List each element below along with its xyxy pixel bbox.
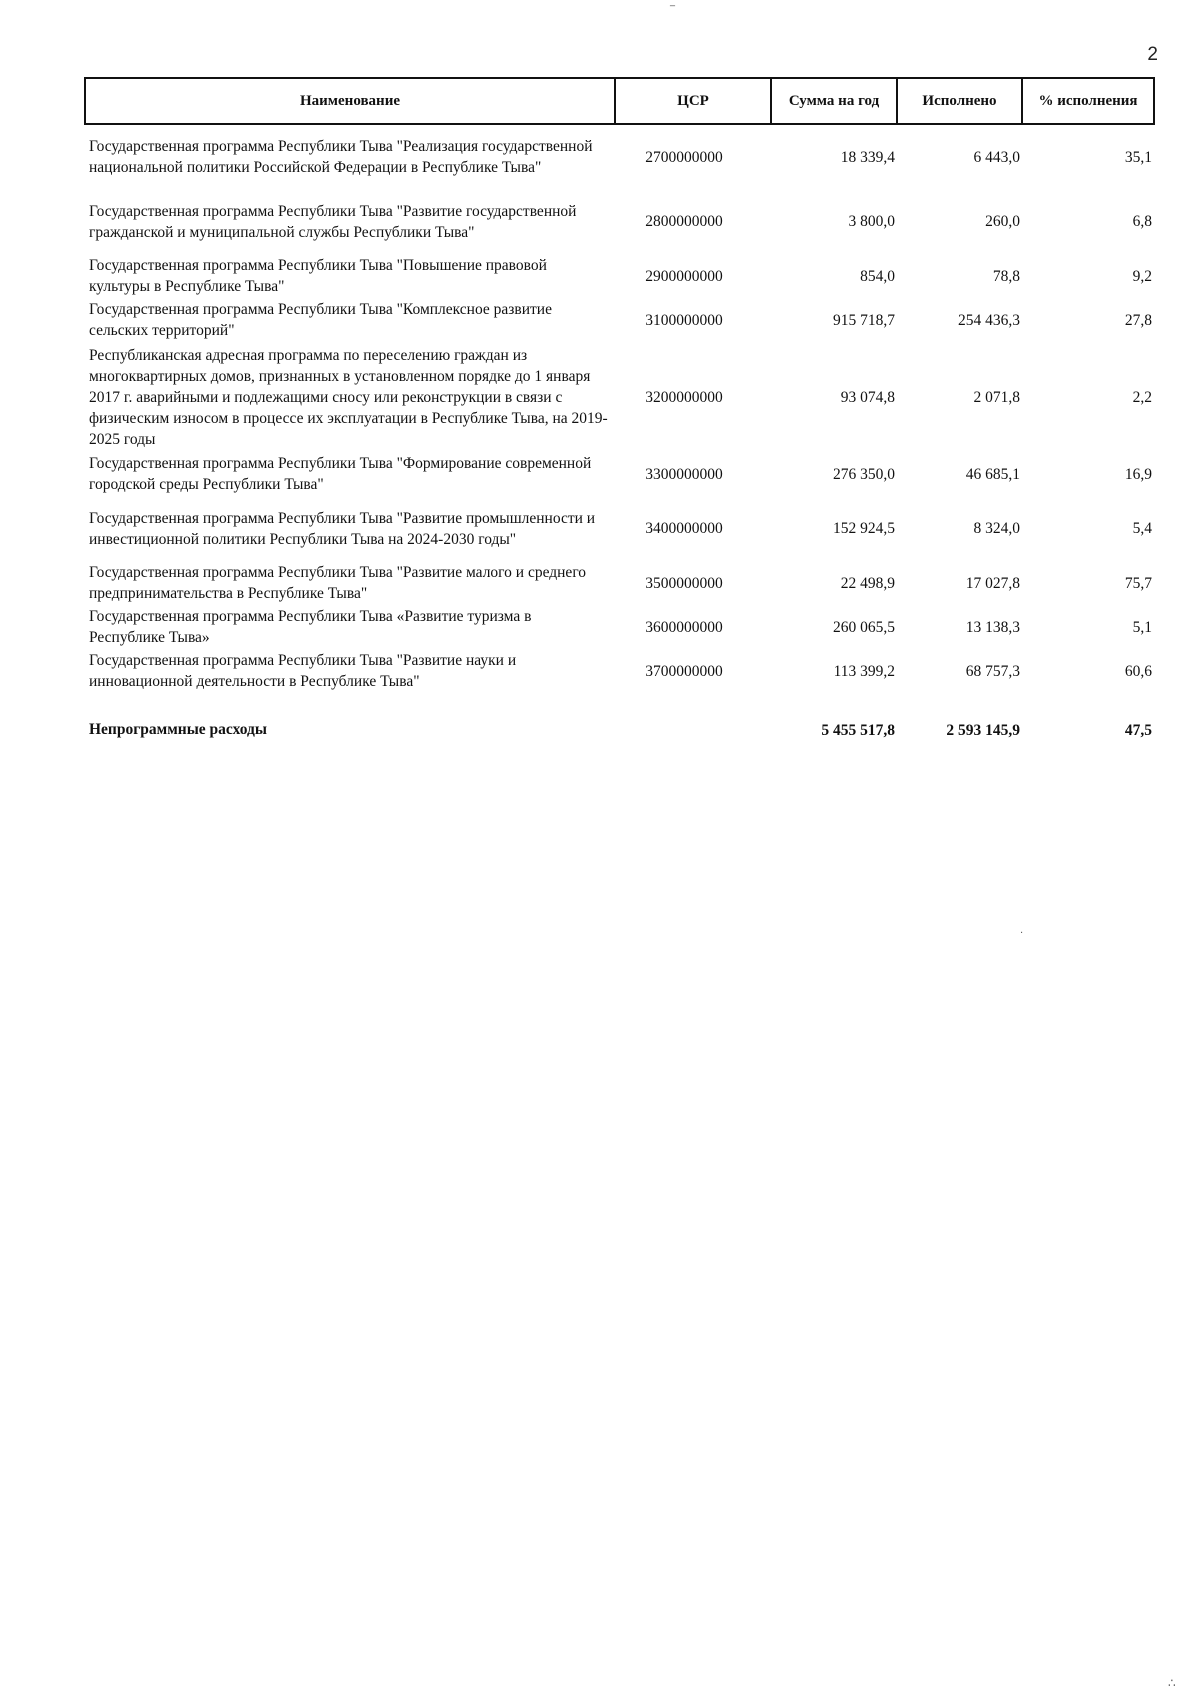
row-pct: 2,2	[1132, 388, 1152, 406]
total-done: 2 593 145,9	[946, 721, 1020, 739]
table-row	[85, 189, 1154, 254]
row-done: 17 027,8	[965, 574, 1020, 592]
row-done: 68 757,3	[965, 662, 1020, 680]
row-csr: 2900000000	[645, 267, 723, 285]
row-csr: 2700000000	[645, 148, 723, 166]
row-name: Государственная программа Республики Тыва «Развитие туризма в Республике Тыва»	[89, 608, 532, 646]
scan-speck-right: ·	[1020, 928, 1024, 939]
row-name: Государственная программа Республики Тыва "Развитие малого и среднего предпринимательства в Республике Тыва"	[89, 564, 587, 602]
row-done: 13 138,3	[965, 618, 1020, 636]
row-csr: 3600000000	[645, 618, 723, 636]
total-csr	[615, 693, 771, 745]
row-pct: 9,2	[1132, 267, 1152, 285]
row-csr: 3100000000	[645, 311, 723, 329]
row-sum: 854,0	[860, 267, 895, 285]
header-pct: % исполнения	[1022, 78, 1154, 124]
row-pct: 75,7	[1124, 574, 1152, 592]
scan-speck-top: _	[670, 0, 675, 7]
row-name: Государственная программа Республики Тыва "Развитие науки и инновационной деятельности в Республике Тыва"	[89, 652, 517, 690]
row-sum: 276 350,0	[833, 465, 895, 483]
table-row	[85, 561, 1154, 605]
row-sum: 93 074,8	[840, 388, 895, 406]
total-row	[85, 693, 1154, 745]
table-row	[85, 342, 1154, 452]
row-name: Республиканская адресная программа по переселению граждан из многоквартирных домов, признанных в установленном порядке до 1 января 2017 г. аварийными и подлежащими сносу или реконструкции в связи с физическим износом в процессе их эксплуатации в Республике Тыва, на 2019-2025 годы	[89, 346, 608, 448]
row-name: Государственная программа Республики Тыва "Развитие промышленности и инвестиционной политики Республики Тыва на 2024-2030 годы"	[89, 509, 596, 548]
row-done: 6 443,0	[973, 148, 1020, 166]
row-csr: 3400000000	[645, 520, 723, 537]
header-csr: ЦСР	[615, 78, 771, 124]
total-pct: 47,5	[1124, 721, 1152, 739]
row-pct: 6,8	[1132, 213, 1152, 230]
expenditure-table	[84, 77, 1155, 745]
row-done: 8 324,0	[973, 520, 1020, 537]
header-done: Исполнено	[897, 78, 1022, 124]
row-pct: 16,9	[1124, 465, 1152, 483]
row-sum: 152 924,5	[833, 520, 895, 537]
row-csr: 2800000000	[645, 213, 723, 230]
table-row	[85, 605, 1154, 649]
row-sum: 113 399,2	[833, 662, 895, 680]
row-sum: 260 065,5	[833, 618, 895, 636]
row-csr: 3500000000	[645, 574, 723, 592]
row-sum: 18 339,4	[840, 148, 895, 166]
row-sum: 22 498,9	[840, 574, 895, 592]
row-name: Государственная программа Республики Тыва "Комплексное развитие сельских территорий"	[89, 301, 552, 339]
row-name: Государственная программа Республики Тыва "Формирование современной городской среды Республики Тыва"	[89, 455, 592, 493]
table-header	[85, 78, 1154, 124]
header-name: Наименование	[85, 78, 615, 124]
row-csr: 3700000000	[645, 662, 723, 680]
row-done: 2 071,8	[973, 388, 1020, 406]
header-sum: Сумма на год	[771, 78, 897, 124]
expenditure-table-container	[84, 77, 1153, 745]
row-pct: 60,6	[1124, 662, 1152, 680]
row-name: Государственная программа Республики Тыва "Развитие государственной гражданской и муниципальной службы Республики Тыва"	[89, 202, 577, 241]
row-pct: 27,8	[1124, 311, 1152, 329]
row-csr: 3300000000	[645, 465, 723, 483]
row-done: 260,0	[985, 213, 1020, 230]
row-csr: 3200000000	[645, 388, 723, 406]
row-sum: 915 718,7	[833, 311, 895, 329]
table-body	[85, 124, 1154, 745]
row-name: Государственная программа Республики Тыва "Повышение правовой культуры в Республике Тыва"	[89, 257, 547, 295]
row-pct: 5,1	[1132, 618, 1152, 636]
header-row	[85, 78, 1154, 124]
total-sum: 5 455 517,8	[821, 721, 895, 739]
table-row	[85, 298, 1154, 342]
table-row	[85, 649, 1154, 693]
scan-speck-corner: ∴	[1168, 1676, 1176, 1690]
row-pct: 35,1	[1124, 148, 1152, 166]
table-row	[85, 254, 1154, 298]
total-name: Непрограммные расходы	[89, 721, 268, 738]
row-pct: 5,4	[1132, 520, 1152, 537]
row-done: 254 436,3	[958, 311, 1020, 329]
table-row	[85, 124, 1154, 189]
row-name: Государственная программа Республики Тыва "Реализация государственной национальной политики Российской Федерации в Республике Тыва"	[89, 138, 593, 176]
table-row	[85, 452, 1154, 496]
row-done: 78,8	[992, 267, 1020, 285]
row-done: 46 685,1	[965, 465, 1020, 483]
table-row	[85, 496, 1154, 561]
page-number: 2	[1147, 44, 1158, 65]
row-sum: 3 800,0	[848, 213, 895, 230]
